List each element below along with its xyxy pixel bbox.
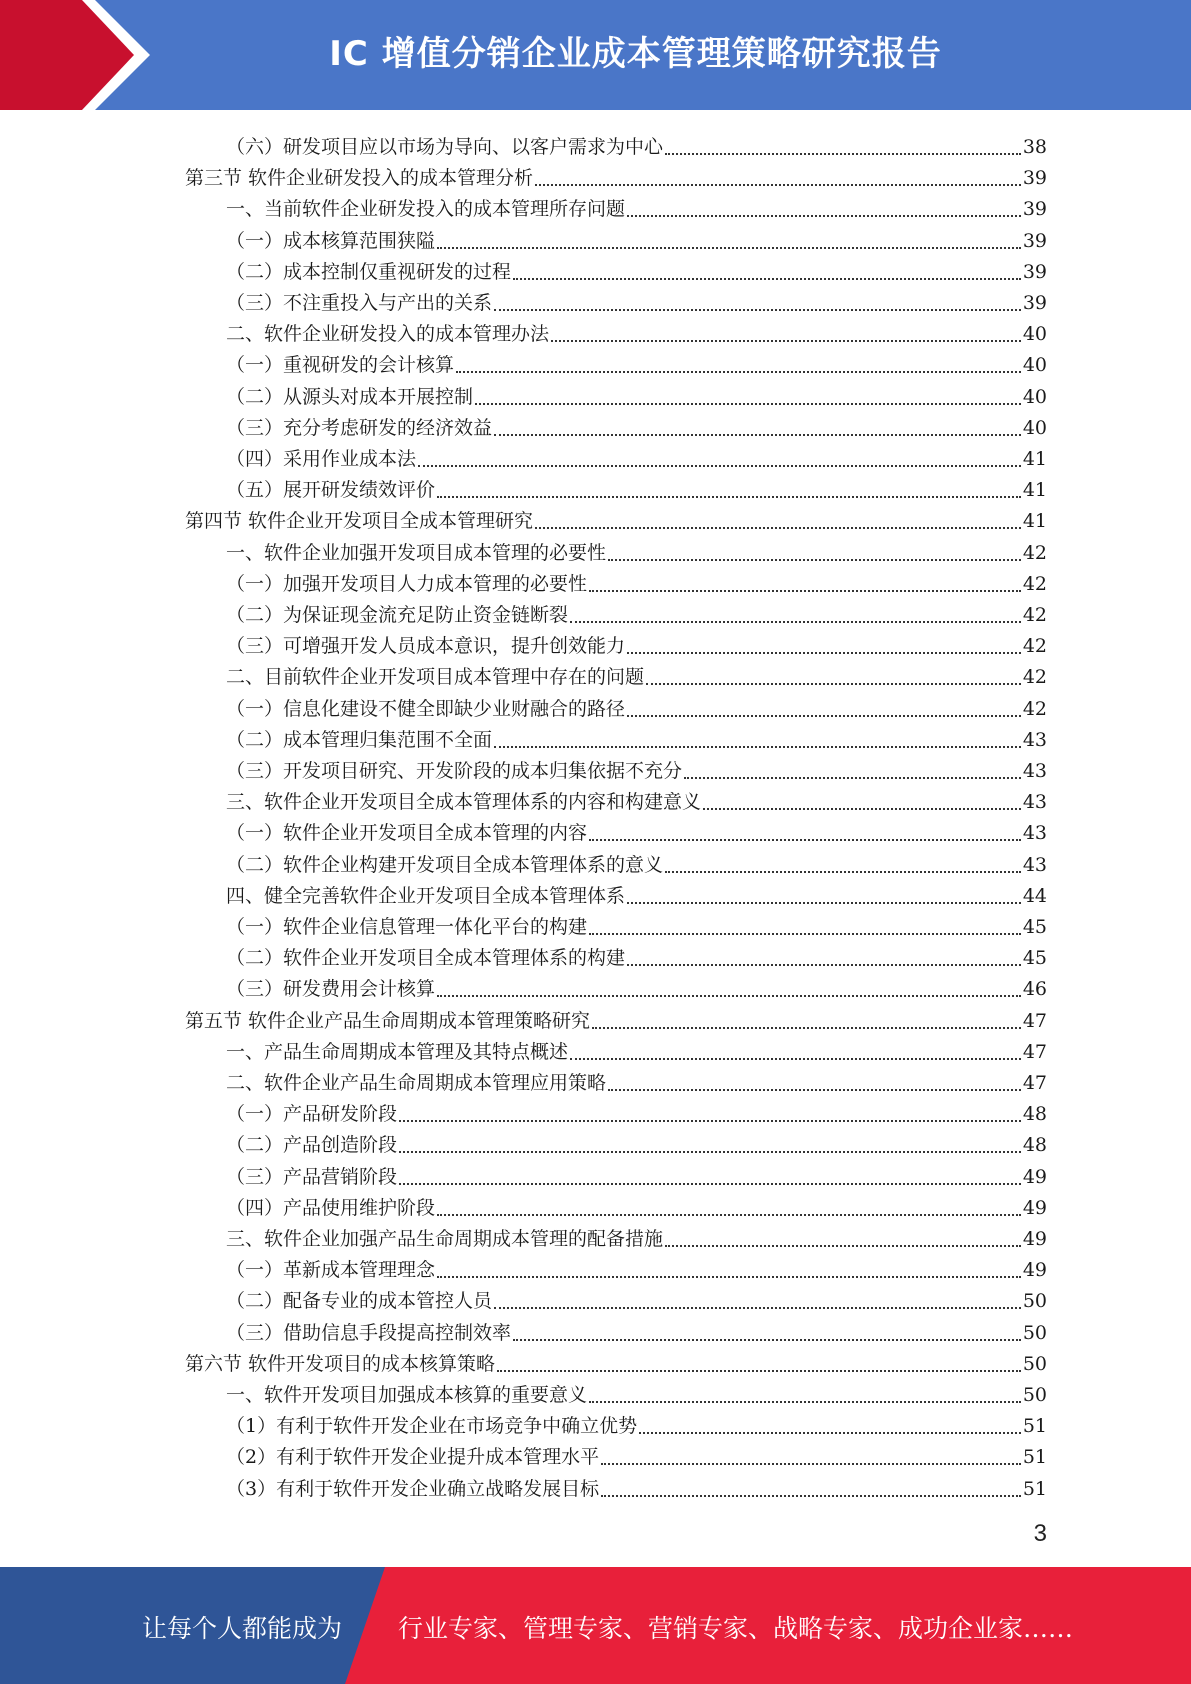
- toc-entry-page: 48: [1022, 1134, 1047, 1157]
- toc-dot-leader: [494, 303, 1021, 311]
- toc-entry-page: 40: [1022, 416, 1047, 439]
- toc-entry-page: 41: [1022, 510, 1047, 533]
- page-number: 3: [1033, 1520, 1047, 1547]
- toc-entry-title: （三）可增强开发人员成本意识，提升创效能力: [226, 635, 626, 658]
- toc-dot-leader: [589, 1395, 1021, 1403]
- toc-entry-title: （一）成本核算范围狭隘: [226, 229, 436, 252]
- toc-dot-leader: [399, 1177, 1021, 1185]
- footer-slogan-right: 行业专家、管理专家、营销专家、战略专家、成功企业家……: [398, 1614, 1074, 1643]
- toc-entry-page: 47: [1022, 1009, 1047, 1032]
- toc-entry[interactable]: [226, 908, 1047, 939]
- toc-entry-title: （三）充分考虑研发的经济效益: [226, 416, 493, 439]
- toc-entry-page: 51: [1022, 1415, 1047, 1438]
- toc-entry[interactable]: [226, 128, 1047, 159]
- toc-entry[interactable]: [185, 502, 1047, 533]
- toc-entry-page: 50: [1022, 1384, 1047, 1406]
- toc-entry-page: 41: [1022, 448, 1047, 470]
- toc-entry[interactable]: [226, 378, 1047, 409]
- toc-entry[interactable]: [226, 1251, 1047, 1282]
- toc-entry-page: 42: [1022, 697, 1047, 720]
- toc-entry-page: 51: [1022, 1446, 1047, 1469]
- toc-entry-page: 41: [1022, 479, 1047, 502]
- toc-entry-page: 46: [1022, 978, 1047, 1001]
- toc-dot-leader: [665, 865, 1021, 873]
- toc-entry-page: 47: [1022, 1040, 1047, 1063]
- toc-dot-leader: [589, 927, 1021, 935]
- toc-entry[interactable]: [226, 627, 1047, 658]
- toc-entry-title: 一、当前软件企业研发投入的成本管理所存问题: [226, 198, 626, 221]
- toc-dot-leader: [399, 1114, 1021, 1122]
- toc-dot-leader: [494, 1301, 1021, 1309]
- toc-dot-leader: [627, 958, 1021, 966]
- toc-dot-leader: [639, 1426, 1021, 1434]
- toc-entry-page: 38: [1022, 136, 1047, 158]
- toc-entry[interactable]: [185, 1345, 1047, 1376]
- toc-entry[interactable]: [226, 284, 1047, 315]
- toc-entry-title: （二）成本控制仅重视研发的过程: [226, 260, 512, 283]
- toc-dot-leader: [513, 272, 1021, 280]
- toc-entry-page: 39: [1022, 260, 1047, 283]
- toc-entry-page: 43: [1022, 853, 1047, 876]
- toc-dot-leader: [601, 1457, 1021, 1465]
- toc-entry-title: （二）配备专业的成本管控人员: [226, 1290, 493, 1313]
- toc-entry-title: （四）采用作业成本法: [226, 448, 417, 470]
- toc-entry-page: 42: [1022, 666, 1047, 689]
- toc-dot-leader: [456, 365, 1021, 373]
- toc-entry[interactable]: [226, 1095, 1047, 1126]
- toc-dot-leader: [627, 896, 1021, 904]
- toc-entry-page: 39: [1022, 292, 1047, 314]
- toc-entry-title: （2）有利于软件开发企业提升成本管理水平: [226, 1446, 600, 1469]
- page-header: [0, 0, 1191, 110]
- page-footer: [0, 1567, 1191, 1684]
- toc-entry[interactable]: [226, 939, 1047, 970]
- toc-entry[interactable]: [226, 1282, 1047, 1313]
- toc-entry[interactable]: [226, 315, 1047, 346]
- toc-entry[interactable]: [185, 1002, 1047, 1033]
- toc-entry-title: （一）软件企业信息管理一体化平台的构建: [226, 916, 588, 938]
- toc-entry[interactable]: [226, 1407, 1047, 1438]
- toc-entry-title: （一）重视研发的会计核算: [226, 354, 455, 377]
- toc-entry-title: （二）软件企业开发项目全成本管理体系的构建: [226, 947, 626, 970]
- toc-entry-title: （三）开发项目研究、开发阶段的成本归集依据不充分: [226, 760, 683, 782]
- toc-entry[interactable]: [226, 1438, 1047, 1469]
- toc-dot-leader: [437, 490, 1021, 498]
- toc-dot-leader: [437, 989, 1021, 997]
- toc-entry-page: 48: [1022, 1103, 1047, 1126]
- toc-dot-leader: [475, 397, 1021, 405]
- toc-dot-leader: [665, 147, 1021, 155]
- toc-entry[interactable]: [226, 534, 1047, 565]
- toc-entry-page: 43: [1022, 728, 1047, 751]
- toc-entry-page: 49: [1022, 1196, 1047, 1219]
- toc-entry[interactable]: [226, 1126, 1047, 1157]
- toc-entry-title: （四）产品使用维护阶段: [226, 1196, 436, 1219]
- toc-dot-leader: [592, 1021, 1021, 1029]
- toc-entry-title: （二）成本管理归集范围不全面: [226, 728, 493, 751]
- toc-entry[interactable]: [226, 222, 1047, 253]
- toc-entry-page: 43: [1022, 791, 1047, 814]
- toc-dot-leader: [551, 334, 1021, 342]
- toc-entry-title: （六）研发项目应以市场为导向、以客户需求为中心: [226, 136, 664, 158]
- toc-entry-title: （三）产品营销阶段: [226, 1165, 398, 1188]
- toc-entry-page: 40: [1022, 323, 1047, 346]
- toc-entry-page: 50: [1022, 1290, 1047, 1313]
- toc-entry[interactable]: [226, 565, 1047, 596]
- toc-entry-page: 45: [1022, 916, 1047, 938]
- toc-entry-page: 49: [1022, 1228, 1047, 1250]
- toc-entry-page: 43: [1022, 822, 1047, 845]
- report-title: IC 增值分销企业成本管理策略研究报告: [329, 34, 942, 74]
- toc-dot-leader: [601, 1489, 1021, 1497]
- toc-dot-leader: [437, 1208, 1021, 1216]
- toc-entry[interactable]: [226, 440, 1047, 471]
- toc-entry-page: 43: [1022, 760, 1047, 782]
- toc-entry-title: （三）借助信息手段提高控制效率: [226, 1321, 512, 1344]
- toc-entry-title: （一）革新成本管理理念: [226, 1259, 436, 1282]
- toc-dot-leader: [608, 553, 1021, 561]
- toc-dot-leader: [570, 1052, 1021, 1060]
- toc-entry-page: 47: [1022, 1072, 1047, 1094]
- toc-entry-page: 40: [1022, 354, 1047, 377]
- toc-dot-leader: [494, 428, 1021, 436]
- toc-entry-title: 第四节 软件企业开发项目全成本管理研究: [185, 510, 534, 533]
- toc-entry[interactable]: [226, 253, 1047, 284]
- toc-entry-title: （一）加强开发项目人力成本管理的必要性: [226, 572, 588, 595]
- toc-entry[interactable]: [226, 471, 1047, 502]
- toc-entry[interactable]: [226, 190, 1047, 221]
- toc-entry[interactable]: [226, 1064, 1047, 1095]
- toc-dot-leader: [703, 802, 1021, 810]
- toc-entry[interactable]: [226, 690, 1047, 721]
- toc-entry-page: 50: [1022, 1321, 1047, 1344]
- toc-entry-title: （二）产品创造阶段: [226, 1134, 398, 1157]
- toc-dot-leader: [684, 771, 1021, 779]
- toc-entry-title: 一、产品生命周期成本管理及其特点概述: [226, 1040, 569, 1063]
- toc-entry-title: （二）从源头对成本开展控制: [226, 385, 474, 408]
- toc-entry[interactable]: [226, 1314, 1047, 1345]
- toc-entry-title: （1）有利于软件开发企业在市场竞争中确立优势: [226, 1415, 638, 1438]
- toc-dot-leader: [399, 1145, 1021, 1153]
- toc-entry-page: 50: [1022, 1352, 1047, 1375]
- toc-dot-leader: [513, 1333, 1021, 1341]
- toc-entry-page: 45: [1022, 947, 1047, 970]
- toc-dot-leader: [589, 584, 1021, 592]
- toc-entry[interactable]: [226, 1470, 1047, 1501]
- toc-entry[interactable]: [226, 970, 1047, 1001]
- toc-entry-title: 三、软件企业加强产品生命周期成本管理的配备措施: [226, 1228, 664, 1250]
- toc-entry-page: 44: [1022, 884, 1047, 907]
- toc-entry-title: 二、软件企业研发投入的成本管理办法: [226, 323, 550, 346]
- toc-entry-title: 三、软件企业开发项目全成本管理体系的内容和构建意义: [226, 791, 702, 814]
- toc-entry-page: 40: [1022, 385, 1047, 408]
- toc-entry[interactable]: [226, 346, 1047, 377]
- toc-entry[interactable]: [226, 1189, 1047, 1220]
- toc-entry[interactable]: [226, 877, 1047, 908]
- toc-entry[interactable]: [226, 1033, 1047, 1064]
- toc-dot-leader: [437, 1270, 1021, 1278]
- toc-dot-leader: [494, 740, 1021, 748]
- toc-dot-leader: [418, 459, 1021, 467]
- toc-entry-page: 51: [1022, 1477, 1047, 1500]
- toc-dot-leader: [535, 178, 1021, 186]
- toc-entry-page: 49: [1022, 1165, 1047, 1188]
- toc-entry[interactable]: [226, 814, 1047, 845]
- toc-entry[interactable]: [226, 1220, 1047, 1251]
- toc-entry-page: 39: [1022, 229, 1047, 252]
- toc-entry-title: 一、软件开发项目加强成本核算的重要意义: [226, 1384, 588, 1406]
- toc-entry[interactable]: [226, 1376, 1047, 1407]
- toc-entry-page: 42: [1022, 604, 1047, 626]
- toc-entry[interactable]: [226, 596, 1047, 627]
- toc-entry[interactable]: [226, 846, 1047, 877]
- toc-dot-leader: [437, 241, 1021, 249]
- toc-entry-title: 一、软件企业加强开发项目成本管理的必要性: [226, 541, 607, 564]
- toc-entry[interactable]: [226, 721, 1047, 752]
- toc-entry-title: （三）不注重投入与产出的关系: [226, 292, 493, 314]
- toc-entry-title: （二）软件企业构建开发项目全成本管理体系的意义: [226, 853, 664, 876]
- toc-entry-page: 42: [1022, 635, 1047, 658]
- toc-dot-leader: [535, 521, 1021, 529]
- toc-dot-leader: [608, 1083, 1021, 1091]
- toc-entry-title: 第六节 软件开发项目的成本核算策略: [185, 1352, 496, 1375]
- toc-entry-title: 二、软件企业产品生命周期成本管理应用策略: [226, 1072, 607, 1094]
- toc-dot-leader: [589, 833, 1021, 841]
- toc-dot-leader: [665, 1239, 1021, 1247]
- toc-entry-title: （3）有利于软件开发企业确立战略发展目标: [226, 1477, 600, 1500]
- toc-entry-page: 42: [1022, 541, 1047, 564]
- toc-dot-leader: [627, 709, 1021, 717]
- toc-entry[interactable]: [226, 658, 1047, 689]
- toc-entry[interactable]: [185, 159, 1047, 190]
- footer-slogan-left: 让每个人都能成为: [142, 1614, 343, 1643]
- toc-entry[interactable]: [226, 752, 1047, 783]
- toc-entry-title: 第三节 软件企业研发投入的成本管理分析: [185, 167, 534, 190]
- toc-entry-title: 第五节 软件企业产品生命周期成本管理策略研究: [185, 1009, 591, 1032]
- toc-dot-leader: [497, 1364, 1021, 1372]
- toc-entry-title: （三）研发费用会计核算: [226, 978, 436, 1001]
- toc-entry-page: 42: [1022, 572, 1047, 595]
- toc-entry-title: （一）产品研发阶段: [226, 1103, 398, 1126]
- toc-dot-leader: [627, 209, 1021, 217]
- toc-entry[interactable]: [226, 1158, 1047, 1189]
- toc-dot-leader: [570, 615, 1021, 623]
- toc-entry-page: 49: [1022, 1259, 1047, 1282]
- toc-entry-title: （一）信息化建设不健全即缺少业财融合的路径: [226, 697, 626, 720]
- toc-entry-title: （一）软件企业开发项目全成本管理的内容: [226, 822, 588, 845]
- toc-entry-title: 二、目前软件企业开发项目成本管理中存在的问题: [226, 666, 645, 689]
- toc-entry-page: 39: [1022, 167, 1047, 190]
- toc-entry-title: 四、健全完善软件企业开发项目全成本管理体系: [226, 884, 626, 907]
- toc-entry-page: 39: [1022, 198, 1047, 221]
- toc-entry[interactable]: [226, 783, 1047, 814]
- toc-entry[interactable]: [226, 409, 1047, 440]
- toc-dot-leader: [627, 646, 1021, 654]
- toc-dot-leader: [646, 677, 1021, 685]
- toc-entry-title: （五）展开研发绩效评价: [226, 479, 436, 502]
- toc-entry-title: （二）为保证现金流充足防止资金链断裂: [226, 604, 569, 626]
